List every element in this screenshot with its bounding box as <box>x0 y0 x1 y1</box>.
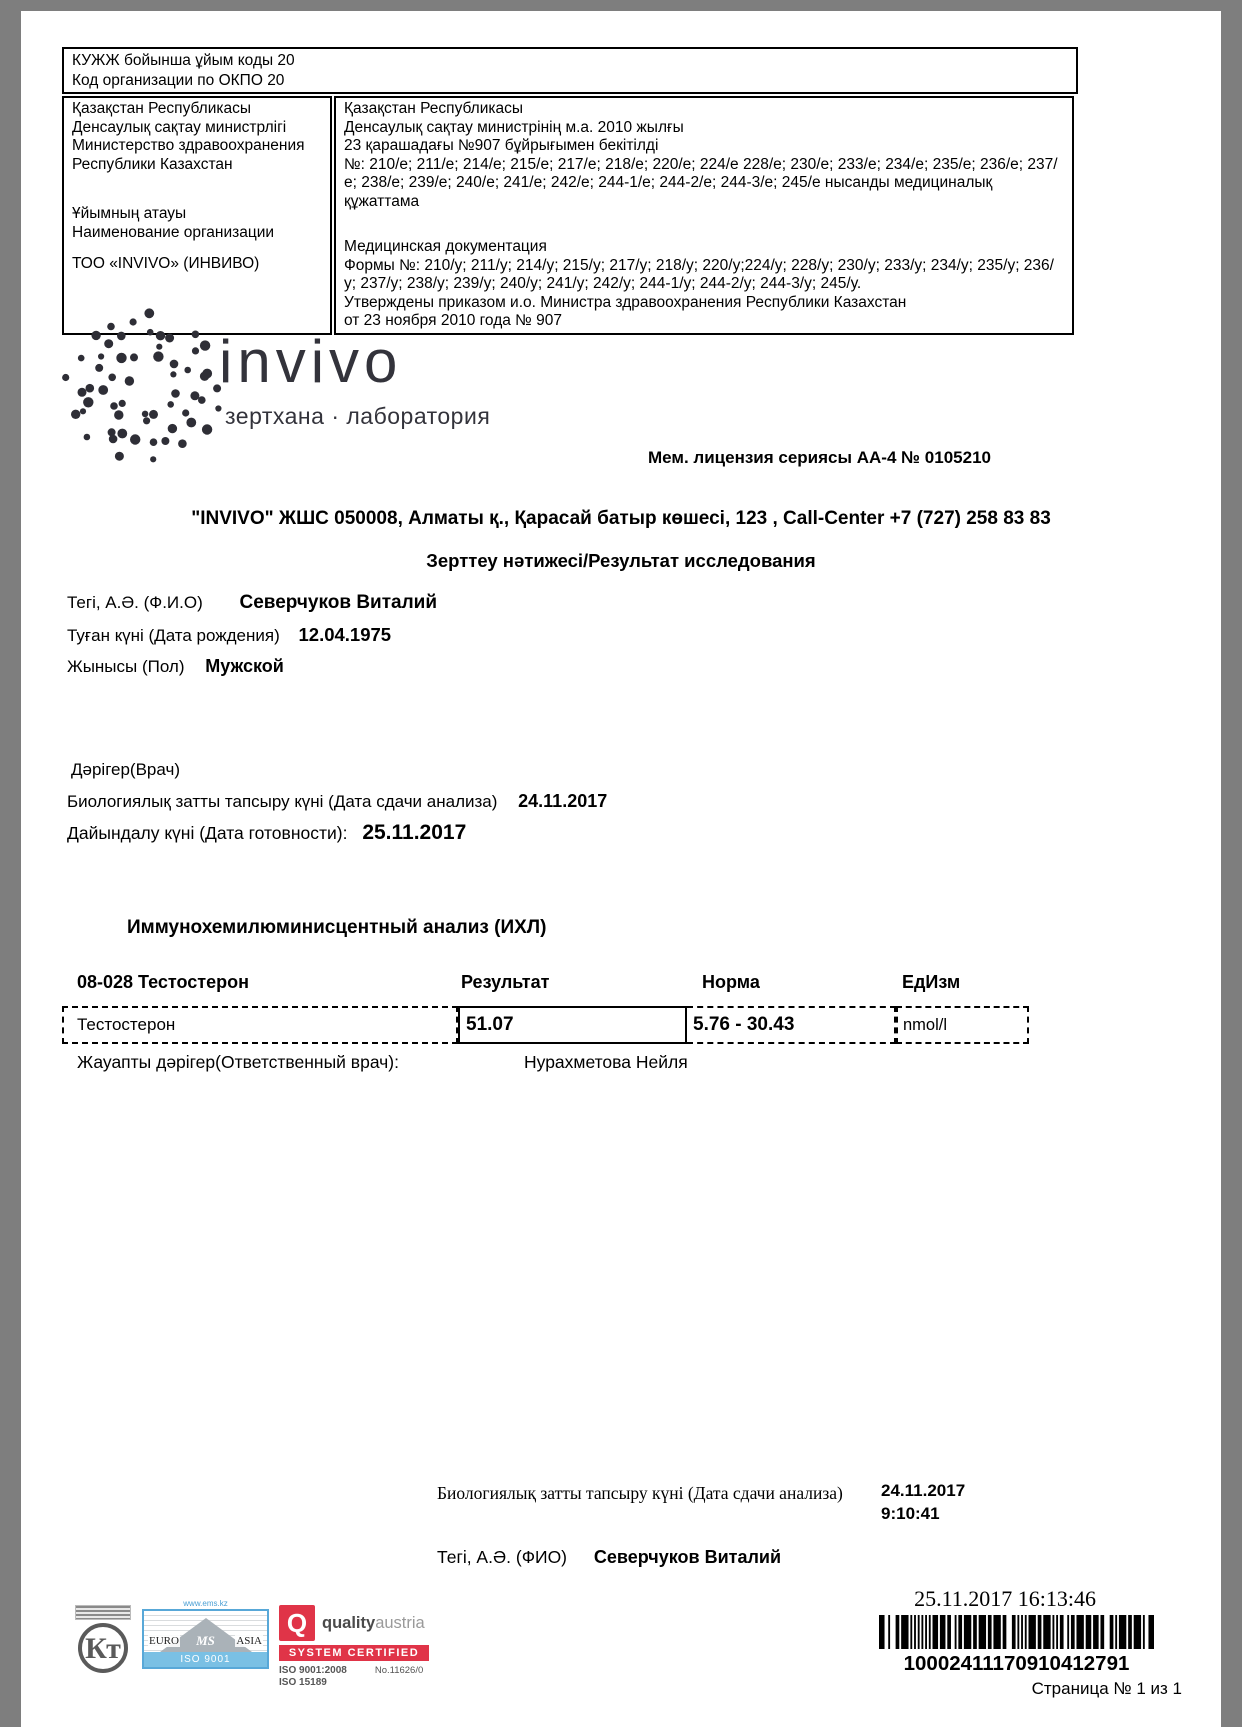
system-certified-band: SYSTEM CERTIFIED <box>279 1645 429 1661</box>
org-name-label-ru: Наименование организации <box>72 223 275 241</box>
forms-list-ru: Формы №: 210/у; 211/у; 214/у; 215/у; 217/у; 218/у; 220/у;224/у; 228/у; 230/у; 233/у; 234/у; 235/у; 236/у; 237/у; 238/у; 239/у; 240/у; 241/у; 242/у; 244-1/у; 244-2/у; 244-3/у; 245/у. <box>344 256 1054 292</box>
result-value: 51.07 <box>458 1006 687 1044</box>
org-name-value: ТОО «INVIVO» (ИНВИВО) <box>72 255 260 272</box>
org-code-table <box>62 47 1078 94</box>
org-name-label-kz: Ұйымның атауы <box>72 205 187 222</box>
approval-order-line: Утверждены приказом и.о. Министра здравоохранения Республики Казахстан <box>344 293 907 311</box>
barcode-number: 10002411170910412791 <box>903 1652 1130 1675</box>
result-test-name: Тестостерон <box>62 1006 458 1044</box>
patient-birth-row <box>67 624 391 646</box>
qualityaustria-q-icon: Q <box>279 1605 315 1641</box>
invivo-tagline: зертхана · лаборатория <box>225 403 491 429</box>
ministry-right-cell <box>334 96 1074 335</box>
ems-url: www.ems.kz <box>183 1599 228 1608</box>
lab-address-line: "INVIVO" ЖШС 050008, Алматы қ., Қарасай батыр көшесі, 123 , Call-Center +7 (727) 258 83 83 <box>191 508 1051 529</box>
analysis-section-title: Иммунохемилюминисцентный анализ (ИХЛ) <box>127 917 547 938</box>
barcode-icon <box>879 1615 1154 1650</box>
document-page <box>21 11 1221 1727</box>
iso-standards <box>279 1665 347 1689</box>
column-header-unit: ЕдИзм <box>902 972 961 992</box>
qualityaustria-name-light: austria <box>375 1613 425 1632</box>
approval-line: Денсаулық сақтау министрінің м.а. 2010 жылғы <box>344 118 684 136</box>
ministry-line: Республики Казахстан <box>72 155 233 173</box>
iso-9001: ISO 9001:2008 <box>279 1665 347 1676</box>
patient-sex-label: Жынысы (Пол) <box>67 657 185 676</box>
ministry-line: Министерство здравоохранения <box>72 137 305 154</box>
kt-certification-logo <box>72 1605 134 1681</box>
responsible-doctor-name: Нурахметова Нейля <box>524 1052 688 1072</box>
column-header-result: Результат <box>461 972 550 992</box>
invivo-wordmark: invivo <box>219 328 403 395</box>
responsible-doctor-label: Жауапты дәрігер(Ответственный врач): <box>77 1052 399 1072</box>
qualityaustria-name <box>322 1614 425 1633</box>
qualityaustria-row <box>279 1605 444 1641</box>
qualityaustria-name-bold: quality <box>322 1613 376 1632</box>
qualityaustria-certification-logo <box>279 1605 444 1689</box>
footer-sample-label: Биологиялық затты тапсыру күні (Дата сдачи анализа) <box>437 1483 843 1503</box>
ready-date-row <box>67 821 466 845</box>
print-datetime: 25.11.2017 16:13:46 <box>914 1586 1096 1611</box>
sample-date-value: 24.11.2017 <box>518 791 608 811</box>
ministry-line: Денсаулық сақтау министрлігі <box>72 118 287 136</box>
footer-fio-label: Тегі, А.Ә. (ФИО) <box>437 1547 568 1567</box>
ministry-left-cell <box>62 96 332 335</box>
patient-sex-row <box>67 656 284 677</box>
ready-date-label: Дайындалу күні (Дата готовности): <box>67 823 348 843</box>
ems-ms-label: MS <box>196 1633 215 1648</box>
kt-logo-caption <box>75 1605 131 1620</box>
ministry-line: Қазақстан Республикасы <box>72 100 252 117</box>
med-doc-label: Медицинская документация <box>344 238 547 255</box>
patient-birth-value: 12.04.1975 <box>298 624 392 645</box>
qualityaustria-iso-block <box>279 1665 444 1689</box>
patient-name-row <box>67 592 437 614</box>
footer-fio-row <box>437 1547 781 1568</box>
approval-date-line: от 23 ноября 2010 года № 907 <box>344 312 562 329</box>
approval-line: Қазақстан Республикасы <box>344 100 524 117</box>
approval-line: 23 қарашадағы №907 бұйрығымен бекітілді <box>344 137 659 154</box>
kt-mark-icon <box>72 1620 134 1676</box>
report-title: Зерттеу нәтижесі/Результат исследования <box>426 550 816 571</box>
page-number: Страница № 1 из 1 <box>1031 1679 1182 1698</box>
sample-date-label: Биологиялық затты тапсыру күні (Дата сдачи анализа) <box>67 792 498 811</box>
doctor-label: Дәрігер(Врач) <box>71 760 180 779</box>
ems-box <box>142 1609 269 1669</box>
invivo-dots-logo-icon <box>59 307 235 467</box>
iso-15189: ISO 15189 <box>279 1677 327 1688</box>
ministry-table <box>62 96 1074 335</box>
ready-date-value: 25.11.2017 <box>362 821 467 844</box>
result-norm: 5.76 - 30.43 <box>687 1006 896 1044</box>
footer-sample-date: 24.11.2017 <box>881 1481 966 1500</box>
patient-sex-value: Мужской <box>205 656 284 676</box>
column-header-test: 08-028 Тестостерон <box>77 972 249 992</box>
footer-sample-time: 9:10:41 <box>881 1504 940 1523</box>
patient-name-label: Тегі, А.Ә. (Ф.И.О) <box>67 593 203 612</box>
column-header-norm: Норма <box>702 972 760 992</box>
forms-list-kz: №: 210/е; 211/е; 214/е; 215/е; 217/е; 218/е; 220/е; 224/е 228/е; 230/е; 233/е; 234/е; 235/е; 236/е; 237/е; 238/е; 239/е; 240/е; 241/е; 242/е; 244-1/е; 244-2/е; 244-3/е; 245/е нысанды медициналық құжаттама <box>344 155 1058 210</box>
ems-certification-logo <box>142 1599 269 1669</box>
org-code-ru: Код организации по ОКПО 20 <box>72 71 285 89</box>
ems-euro-label: EURO <box>149 1635 179 1647</box>
patient-birth-label: Туған күні (Дата рождения) <box>67 626 280 645</box>
patient-name-value: Северчуков Виталий <box>239 592 438 613</box>
ems-asia-label: ASIA <box>236 1635 262 1647</box>
state-license: Мем. лицензия сериясы АА-4 № 0105210 <box>648 448 991 467</box>
sample-date-row <box>67 791 607 812</box>
svg-text:Кт: Кт <box>85 1632 121 1665</box>
certificate-number: No.11626/0 <box>374 1665 424 1676</box>
footer-fio-value: Северчуков Виталий <box>593 1547 782 1567</box>
ems-iso-band: ISO 9001 <box>144 1652 267 1667</box>
result-unit: nmol/l <box>896 1006 1029 1044</box>
org-code-kz: КУЖЖ бойынша ұйым коды 20 <box>72 52 295 69</box>
